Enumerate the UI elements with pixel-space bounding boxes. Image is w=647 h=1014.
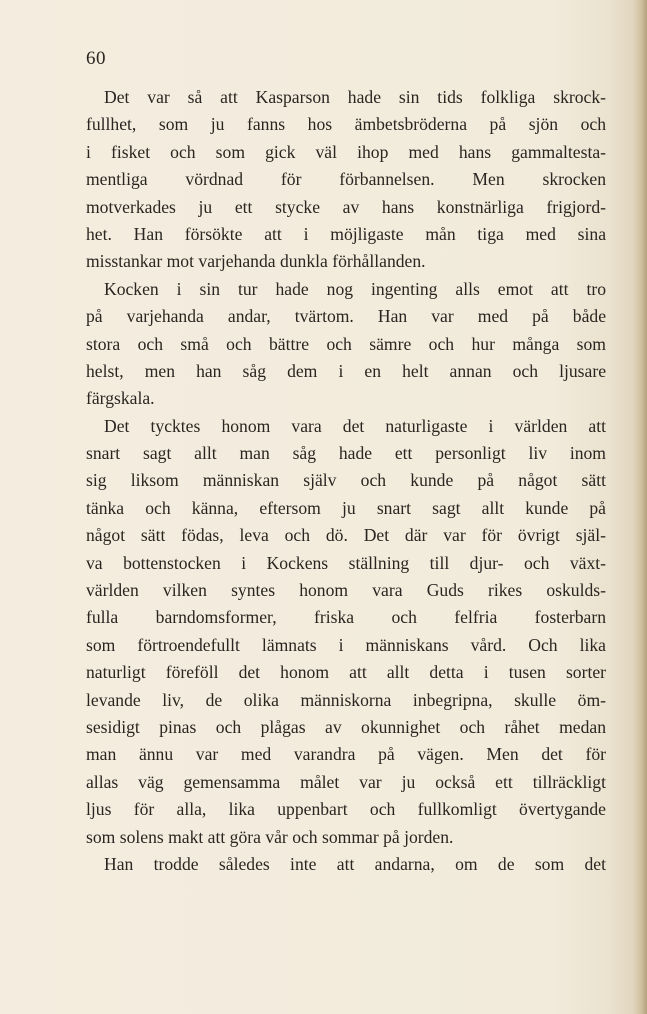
text-line: sig liksom människan själv och kunde på något sätt (86, 470, 606, 491)
body-text (86, 84, 606, 878)
text-line: Han trodde således inte att andarna, om de som det (104, 853, 606, 874)
text-line: Kocken i sin tur hade nog ingenting alls emot att tro (104, 278, 606, 299)
text-line: ljus för alla, lika uppenbart och fullkomligt övertygande (86, 799, 606, 820)
text-line: som solens makt att göra vår och sommar på jorden. (86, 826, 454, 847)
text-line: motverkades ju ett stycke av hans konstnärliga frigjord- (86, 196, 606, 217)
text-line: på varjehanda andar, tvärtom. Han var med på både (86, 306, 606, 327)
text-line: något sätt födas, leva och dö. Det där var för övrigt själ- (86, 525, 606, 546)
text-line: världen vilken syntes honom vara Guds rikes oskulds- (86, 580, 606, 601)
text-line: mentliga vördnad för förbannelsen. Men skrocken (86, 169, 606, 190)
text-line: fulla barndomsformer, friska och felfria fosterbarn (86, 607, 606, 628)
text-line: i fisket och som gick väl ihop med hans gammaltesta- (86, 141, 606, 162)
page-edge-shadow (633, 0, 647, 1014)
text-line: misstankar mot varjehanda dunkla förhållanden. (86, 251, 426, 272)
text-line: Det var så att Kasparson hade sin tids folkliga skrock- (104, 87, 606, 107)
text-line: va bottenstocken i Kockens ställning till djur- och växt- (86, 552, 606, 573)
text-line: fullhet, som ju fanns hos ämbetsbröderna på sjön och (86, 114, 606, 135)
text-line: helst, men han såg dem i en helt annan och ljusare (86, 360, 606, 381)
text-line: het. Han försökte att i möjligaste mån tiga med sina (86, 223, 606, 244)
text-line: snart sagt allt man såg hade ett personligt liv inom (86, 443, 606, 464)
text-line: sesidigt pinas och plågas av okunnighet och råhet medan (86, 716, 606, 737)
text-line: stora och små och bättre och sämre och hur många som (86, 333, 606, 354)
text-line: levande liv, de olika människorna inbegripna, skulle öm- (86, 689, 606, 710)
text-line: Det tycktes honom vara det naturligaste i världen att (104, 415, 606, 436)
text-line: färgskala. (86, 388, 155, 409)
text-line: tänka och känna, eftersom ju snart sagt allt kunde på (86, 497, 606, 518)
text-line: naturligt föreföll det honom att allt detta i tusen sorter (86, 662, 606, 683)
text-line: allas väg gemensamma målet var ju också ett tillräckligt (86, 771, 606, 792)
page-number: 60 (86, 48, 106, 69)
text-line: man ännu var med varandra på vägen. Men det för (86, 744, 606, 765)
text-line: som förtroendefullt lämnats i människans vård. Och lika (86, 634, 606, 655)
